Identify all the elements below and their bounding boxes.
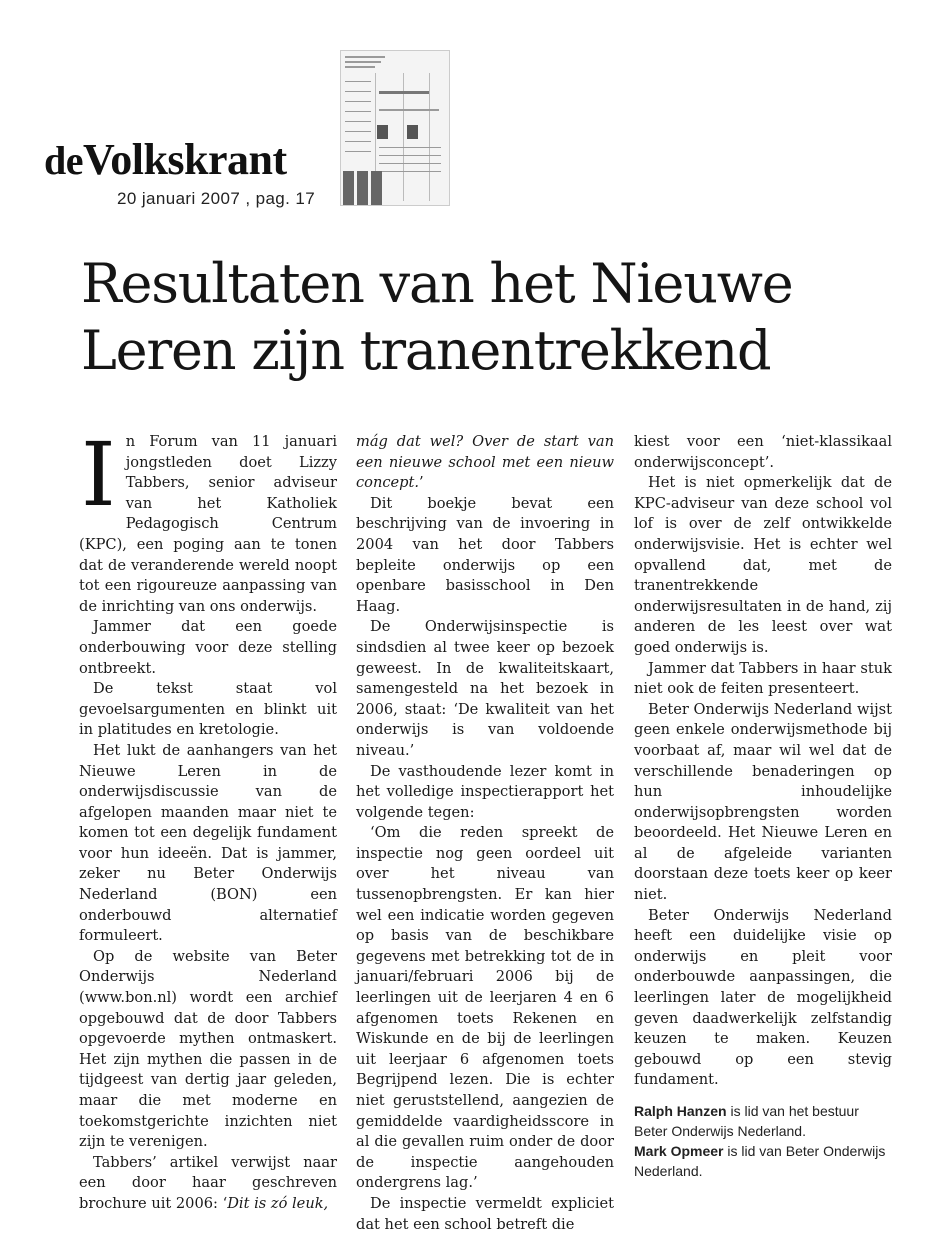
italic-title: Dit is zó leuk, bbox=[227, 1194, 329, 1212]
author-credit bbox=[634, 1141, 892, 1181]
paragraph: Jammer dat een goede onderbouwing voor deze stelling ontbreekt. bbox=[79, 618, 337, 677]
paragraph-text: n Forum van 11 januari jongstleden doet Lizzy Tabbers, senior adviseur van het Katholiek Pedagogisch Centrum (KPC), een poging aan te tonen dat de veranderende wereld noopt tot een rigoureuze aanpassing van de inrichting van ons onderwijs. bbox=[79, 433, 337, 615]
paragraph: De inspectie vermeldt expliciet dat het een school betreft die bbox=[356, 1194, 614, 1233]
page-number: , pag. 17 bbox=[245, 189, 316, 208]
article-column-2 bbox=[356, 432, 614, 1235]
paragraph: De tekst staat vol gevoelsargumenten en blinkt uit in platitudes en kretologie. bbox=[79, 680, 337, 739]
paragraph: Jammer dat Tabbers in haar stuk niet ook de feiten presenteert. bbox=[634, 659, 892, 698]
author-name: Ralph Hanzen bbox=[634, 1103, 727, 1119]
article-headline bbox=[81, 250, 841, 384]
paragraph bbox=[79, 423, 337, 617]
article-column-1 bbox=[79, 423, 337, 1215]
paragraph bbox=[356, 432, 614, 494]
logo-name: Volkskrant bbox=[83, 135, 287, 184]
paragraph: De Onderwijsinspectie is sindsdien al twee keer op bezoek geweest. In de kwaliteitskaart, samengesteld na het bezoek in 2006, staat: ‘De kwaliteit van het onderwijs is van voldoende niveau.’ bbox=[356, 618, 614, 759]
paragraph: kiest voor een ‘niet-klassikaal onderwijsconcept’. bbox=[634, 433, 892, 471]
paragraph: Het is niet opmerkelijk dat de KPC-adviseur van deze school vol lof is over de zelf ontwikkelde onderwijsvisie. Het is echter wel opvallend dat, met de tranentrekkende onderwijsresultaten in de hand, zij anderen de les leest over wat goed onderwijs is. bbox=[634, 474, 892, 656]
paragraph-text: ’ bbox=[419, 474, 424, 492]
publication-date: 20 januari 2007 bbox=[117, 189, 241, 208]
paragraph: Dit boekje bevat een beschrijving van de invoering in 2004 van het door Tabbers bepleite onderwijs op een openbare basisschool in Den Haag. bbox=[356, 494, 614, 615]
headline-line-1: Resultaten van het Nieuwe bbox=[81, 252, 793, 315]
page-thumbnail bbox=[340, 50, 450, 206]
paragraph-text: Tabbers’ artikel verwijst naar een door haar geschreven brochure uit 2006: ‘ bbox=[79, 1153, 337, 1212]
paragraph: Op de website van Beter Onderwijs Nederland (www.bon.nl) wordt een archief opgebouwd dat de door Tabbers opgevoerde mythen ontmaskert. Het zijn mythen die passen in de tijdgeest van dertig jaar geleden, maar die met moderne en toekomstgerichte inzichten niet zijn te verenigen. bbox=[79, 947, 337, 1151]
author-name: Mark Opmeer bbox=[634, 1143, 724, 1159]
author-role: is lid van het bestuur Beter Onderwijs Nederland. bbox=[634, 1103, 859, 1139]
author-credit bbox=[634, 1101, 892, 1141]
headline-line-2: Leren zijn tranentrekkend bbox=[81, 319, 771, 382]
author-role: is lid van Beter Onderwijs Nederland. bbox=[634, 1143, 886, 1179]
paragraph: Het lukt de aanhangers van het Nieuwe Leren in de onderwijsdiscussie van de afgelopen maanden maar niet te komen tot een degelijk fundament voor hun ideeën. Dat is jammer, zeker nu Beter Onderwijs Nederland (BON) een onderbouwd alternatief formuleert. bbox=[79, 741, 337, 945]
article-column-3 bbox=[634, 432, 892, 1181]
paragraph bbox=[79, 1153, 337, 1215]
logo-prefix: de bbox=[44, 138, 83, 183]
author-credits bbox=[634, 1101, 892, 1181]
italic-title: mág dat wel? Over de start van een nieuwe school met een nieuw concept. bbox=[356, 433, 614, 492]
newspaper-logo bbox=[44, 135, 287, 184]
dateline bbox=[117, 189, 315, 209]
paragraph: De vasthoudende lezer komt in het volledige inspectierapport het volgende tegen: bbox=[356, 762, 614, 821]
paragraph: ‘Om die reden spreekt de inspectie nog geen oordeel uit over het niveau van tussenopbrengsten. Er kan hier wel een indicatie worden gegeven op basis van de beschikbare gegevens met betrekking tot de in januari/februari 2006 bij de leerlingen uit de leerjaren 4 en 6 afgenomen toets Rekenen en Wiskunde en de bij de leerlingen uit leerjaar 6 afgenomen toets Begrijpend lezen. Die is echter niet geruststellend, aangezien de gemiddelde vaardigheidsscore in al die gevallen ruim onder de door de inspectie aangehouden ondergrens lag.’ bbox=[356, 824, 614, 1192]
drop-cap: I bbox=[81, 423, 116, 526]
paragraph: Beter Onderwijs Nederland heeft een duidelijke visie op onderwijs en pleit voor onderbouwde aanpassingen, die leerlingen later de mogelijkheid geven daadwerkelijk zelfstandig keuzen te maken. Keuzen gebouwd op een stevig fundament. bbox=[634, 906, 892, 1089]
paragraph: Beter Onderwijs Nederland wijst geen enkele onderwijsmethode bij voorbaat af, maar wil wel dat de verschillende benaderingen op hun inhoudelijke onderwijsopbrengsten worden beoordeeld. Het Nieuwe Leren en al de afgeleide varianten doorstaan deze toets keer op keer niet. bbox=[634, 700, 892, 904]
